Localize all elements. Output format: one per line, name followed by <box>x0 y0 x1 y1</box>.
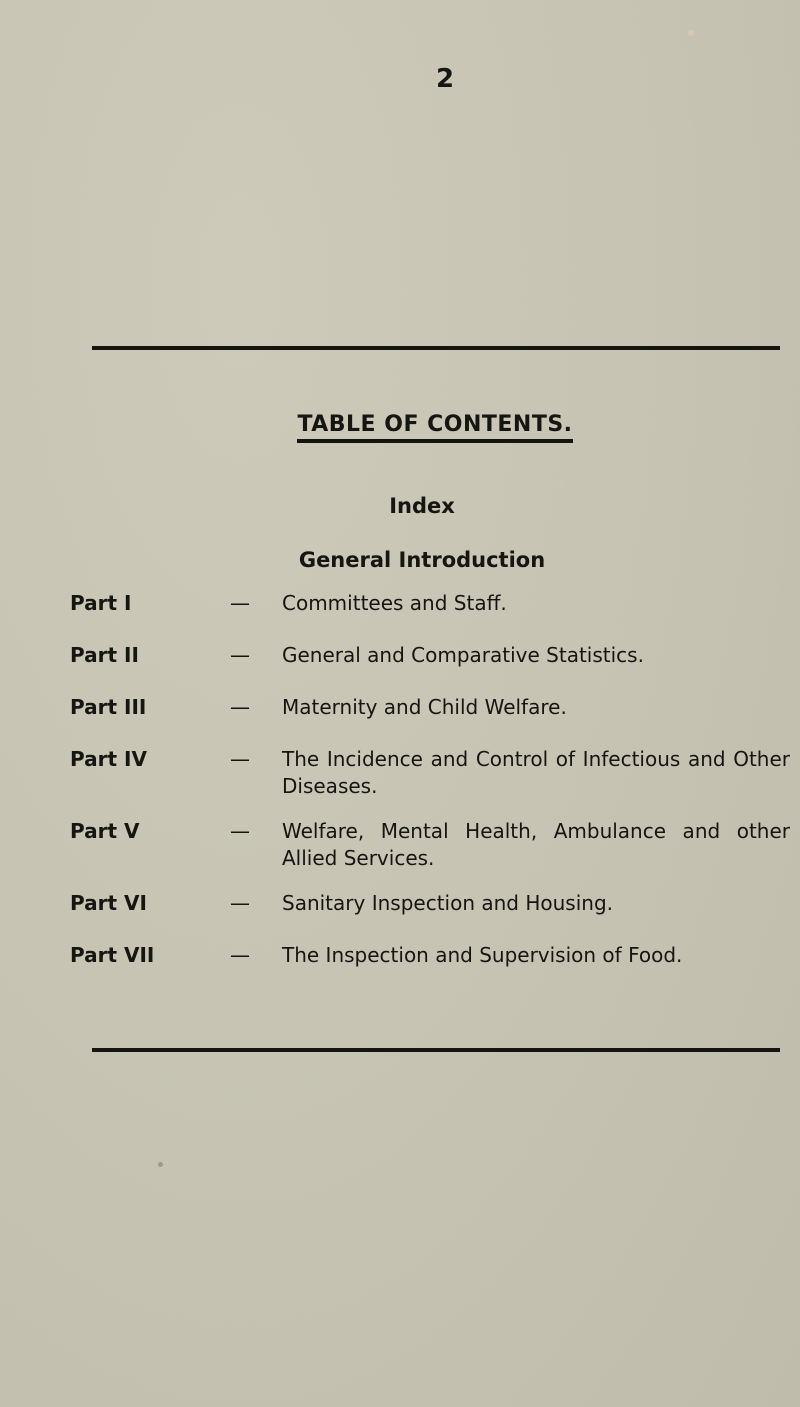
toc-part-description: Sanitary Inspection and Housing. <box>282 891 613 915</box>
toc-part-description: The Incidence and Control of Infectious and Other Diseases. <box>282 747 790 798</box>
toc-dash: — <box>230 695 250 719</box>
paper-speck <box>158 1162 163 1167</box>
general-introduction-heading: General Introduction <box>298 548 546 572</box>
toc-part-description: Maternity and Child Welfare. <box>282 695 567 719</box>
toc-part-description: The Inspection and Supervision of Food. <box>282 943 683 967</box>
top-divider <box>92 346 780 350</box>
toc-dash: — <box>230 943 250 967</box>
toc-part-label: Part I <box>70 591 132 615</box>
toc-part-label: Part III <box>70 695 147 719</box>
toc-dash: — <box>230 643 250 667</box>
toc-dash: — <box>230 819 250 843</box>
toc-part-label: Part VI <box>70 891 147 915</box>
toc-part-label: Part IV <box>70 747 147 771</box>
toc-part-label: Part II <box>70 643 139 667</box>
toc-part-description: Committees and Staff. <box>282 591 507 615</box>
toc-part-description: General and Comparative Statistics. <box>282 643 644 667</box>
toc-part-label: Part VII <box>70 943 155 967</box>
page-title: TABLE OF CONTENTS. <box>297 412 572 443</box>
title-wrapper <box>0 412 800 443</box>
page-number: 2 <box>435 64 455 94</box>
toc-part-description: Welfare, Mental Health, Ambulance and other Allied Services. <box>282 819 790 870</box>
bottom-divider <box>92 1048 780 1052</box>
toc-dash: — <box>230 591 250 615</box>
paper-speck <box>688 30 694 36</box>
index-heading: Index <box>389 494 455 518</box>
toc-part-label: Part V <box>70 819 140 843</box>
toc-dash: — <box>230 891 250 915</box>
toc-dash: — <box>230 747 250 771</box>
